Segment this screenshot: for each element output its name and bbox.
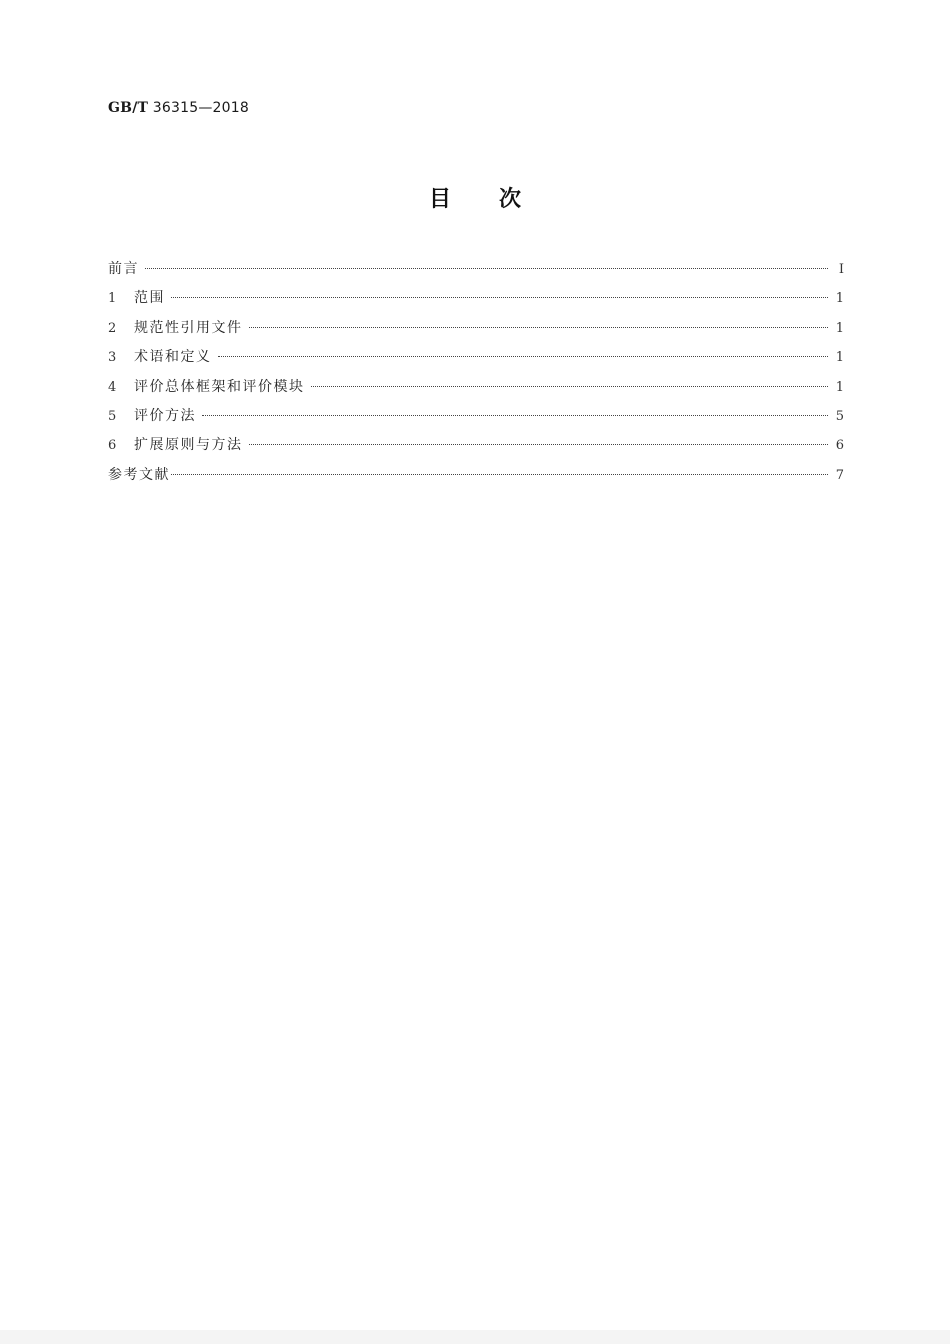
standard-number: 36315—2018 xyxy=(152,100,249,116)
toc-entry-evaluation-framework[interactable] xyxy=(108,377,844,406)
toc-list xyxy=(108,259,844,494)
toc-entry-label: 评价总体框架和评价模块 xyxy=(134,378,305,395)
toc-dot-leader xyxy=(311,386,829,387)
toc-entry-page: Ⅰ xyxy=(838,262,844,277)
toc-entry-number: 3 xyxy=(108,350,117,366)
toc-entry-page: 1 xyxy=(835,320,844,336)
toc-entry-terms-definitions[interactable] xyxy=(108,347,844,376)
toc-entry-evaluation-methods[interactable] xyxy=(108,406,844,435)
standard-prefix: GB/T xyxy=(108,100,149,116)
toc-entry-label: 范围 xyxy=(134,290,165,307)
toc-entry-number: 1 xyxy=(108,291,117,307)
toc-entry-label: 扩展原则与方法 xyxy=(134,437,243,454)
toc-entry-normative-references[interactable] xyxy=(108,318,844,347)
toc-entry-label: 前言 xyxy=(108,261,139,277)
toc-dot-leader xyxy=(249,327,829,328)
toc-entry-label: 评价方法 xyxy=(134,407,196,424)
toc-entry-extension-principles[interactable] xyxy=(108,435,844,464)
toc-entry-label: 术语和定义 xyxy=(134,349,212,366)
toc-entry-bibliography[interactable] xyxy=(108,465,844,494)
toc-entry-page: 1 xyxy=(835,350,844,366)
toc-entry-number: 6 xyxy=(108,438,117,454)
toc-dot-leader xyxy=(249,444,829,445)
toc-entry-number: 5 xyxy=(108,408,117,424)
page-bottom-edge xyxy=(0,1330,950,1344)
toc-entry-page: 1 xyxy=(835,379,844,395)
toc-entry-label: 参考文献 xyxy=(108,466,170,483)
toc-entry-page: 6 xyxy=(835,438,844,454)
toc-entry-number: 2 xyxy=(108,320,117,336)
toc-entry-scope[interactable] xyxy=(108,288,844,317)
toc-dot-leader xyxy=(202,415,828,416)
toc-entry-page: 5 xyxy=(835,408,844,424)
toc-entry-page: 1 xyxy=(835,291,844,307)
toc-dot-leader xyxy=(145,268,828,269)
toc-dot-leader xyxy=(171,297,828,298)
toc-entry-foreword[interactable] xyxy=(108,259,844,288)
toc-entry-label: 规范性引用文件 xyxy=(134,319,243,336)
toc-entry-number: 4 xyxy=(108,379,117,395)
standard-header xyxy=(108,100,249,116)
toc-dot-leader xyxy=(218,356,829,357)
toc-entry-page: 7 xyxy=(835,467,844,483)
toc-dot-leader xyxy=(171,474,828,475)
toc-title: 目次 xyxy=(428,187,569,212)
